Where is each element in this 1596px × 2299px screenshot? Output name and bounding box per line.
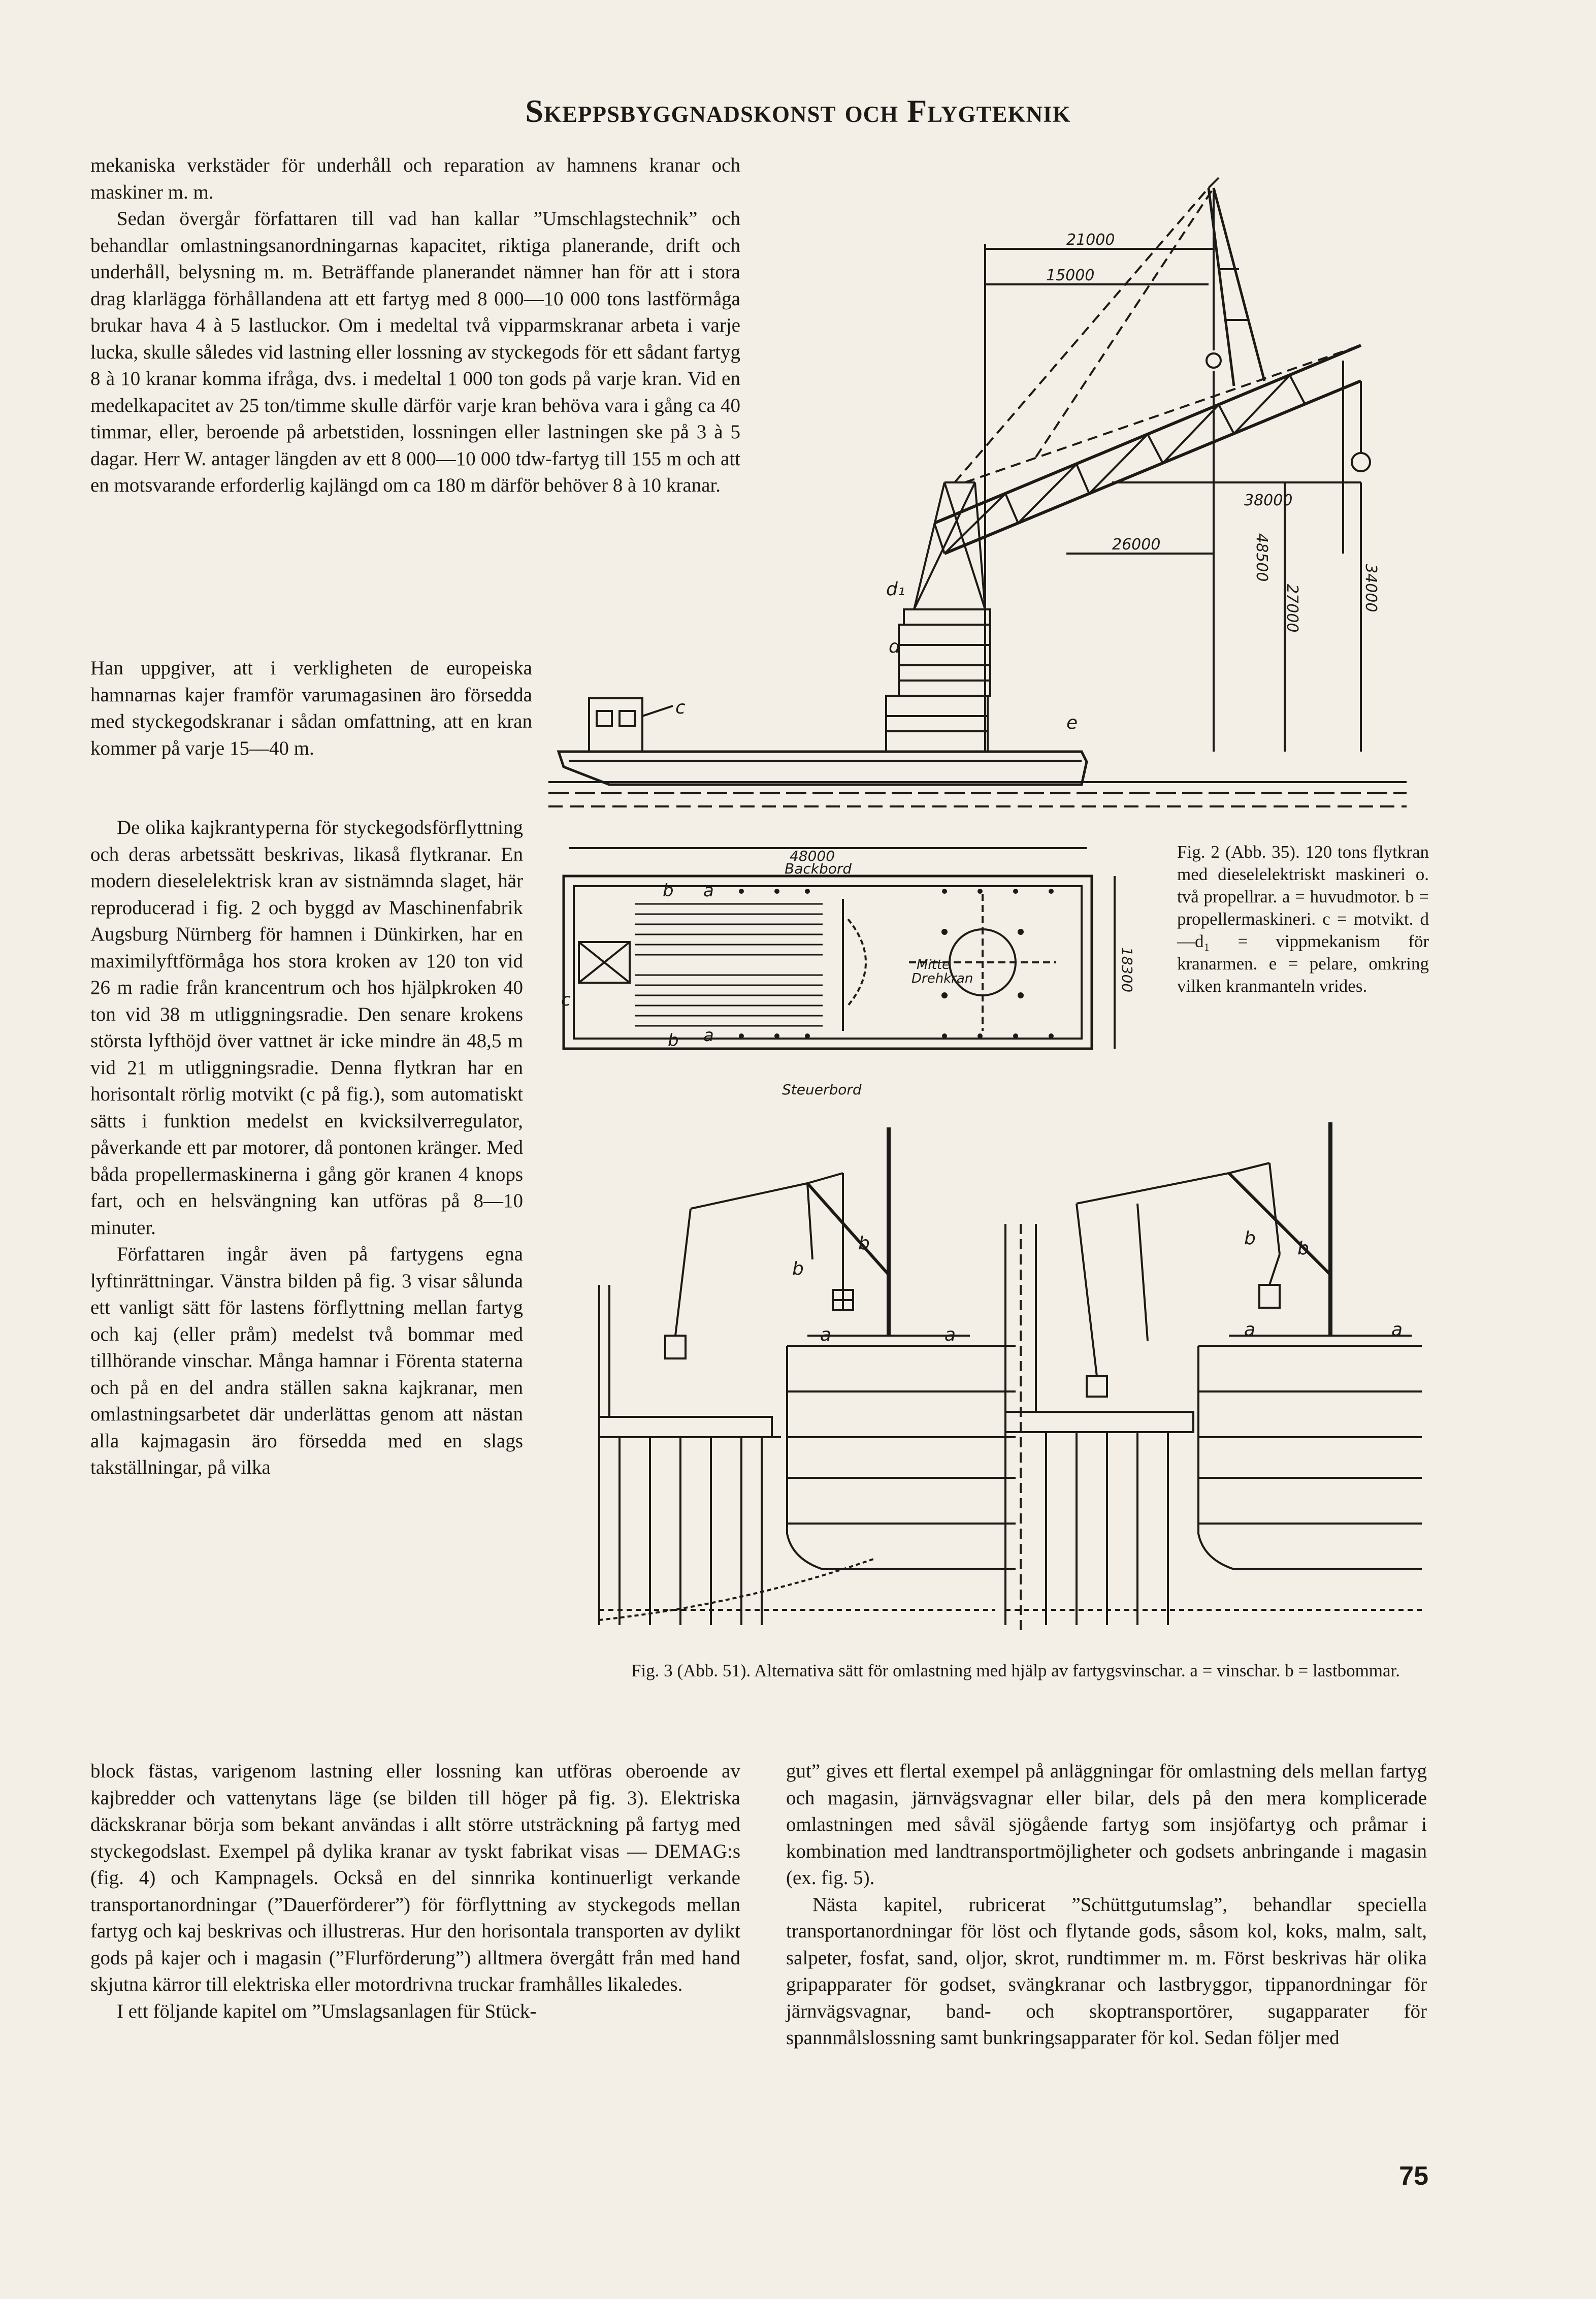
text-column-left-mid-2 [90, 815, 523, 1481]
label-a: a [703, 881, 714, 901]
label-a: a [820, 1324, 832, 1345]
dim-label: 21000 [1066, 231, 1115, 249]
dim-label: 27000 [1283, 584, 1301, 633]
figure-3-loading-methods [589, 1122, 1432, 1635]
text-column-left-mid-1 [90, 655, 532, 762]
page-header: Skeppsbyggnadskonst och Flygteknik [525, 93, 1071, 129]
page-number: 75 [1399, 2161, 1428, 2191]
text-column-left-bottom [90, 1758, 740, 2025]
label-b: b [1244, 1228, 1256, 1249]
label-d: d [889, 636, 900, 657]
label-a: a [1391, 1319, 1403, 1340]
label-a: a [944, 1324, 956, 1345]
paragraph: Han uppgiver, att i verkligheten de europeiska hamnarnas kajer framför varumagasinen äro försedda med styckegodskranar i sådan omfattning, att en kran kommer på varje 15—40 m. [90, 657, 532, 759]
paragraph: gut” gives ett flertal exempel på anläggningar för omlastning dels mellan fartyg och magasin, järnvägsvagnar eller bilar, dels på den mera komplicerade omlastningen med såväl sjögående fartyg som insjöfartyg och pråmar i kombination med landtransportmöjligheter och godsets anbringande i magasin (ex. fig. 5). [786, 1760, 1427, 1889]
label-mitte: Mitte [917, 957, 951, 973]
label-c: c [561, 990, 571, 1010]
dim-label: 18300 [1119, 947, 1135, 993]
paragraph: I ett följande kapitel om ”Umslagsanlagen für Stück- [117, 2000, 537, 2022]
dim-label: 48000 [790, 848, 835, 864]
paragraph: block fästas, varigenom lastning eller lossning kan utföras oberoende av kajbredder och vattenytans läge (se bilden till höger på fig. 3). Elektriska däckskranar börja som bekant användas i allt större utsträckning på fartyg med styckegodslast. Exempel på dylika kranar av tyskt fabrikat visas — DEMAG:s (fig. 4) och Kampnagels. Också en del sinnrika kontinuerligt verkande transportanordningar (”Dauerförderer”) för förflyttning av styckegods mellan fartyg och kaj beskrivas och illustreras. Hur den horisontala transporten av dylikt gods på kajer och i magasin (”Flurförderung”) alltmera övergått från med hand skjutna kärror till elektriska eller motordrivna truckar framhålles likaledes. [90, 1760, 740, 1995]
label-b: b [792, 1258, 804, 1279]
figure-2-caption: Fig. 2 (Abb. 35). 120 tons flytkran med dieselelektriskt maskineri o. två propellrar. a = huvudmotor. b = propellermaskineri. c = motvikt. d—d₁ = vippmekanism för kranarmen. e = pelare, omkring vilken kranmanteln vrides. [1177, 842, 1429, 996]
label-b: b [858, 1233, 870, 1254]
dim-label: 34000 [1362, 564, 1380, 612]
label-a: a [1244, 1319, 1256, 1340]
dim-label: 48500 [1253, 533, 1271, 582]
paragraph: Sedan övergår författaren till vad han kallar ”Umschlagstechnik” och behandlar omlastningsanordningarnas kapacitet, riktiga planerande, drift och underhåll, belysning m. m. Beträffande planerandet nämner han för att i stora drag klarlägga förhållandena att ett fartyg med 8 000—10 000 tons lastförmåga brukar hava 4 à 5 lastluckor. Om i medeltal två vipparmskranar arbeta i varje lucka, skulle således vid lastning eller lossning av styckegods för ett sådant fartyg 8 à 10 kranar komma ifråga, dvs. i medeltal 1 000 ton gods på varje kran. Vid en medelkapacitet av 25 ton/timme skulle därför varje kran behöva vara i gång ca 40 timmar, eller, beroende på arbetstiden, lossningen eller lastningen ske på 3 à 5 dagar. Herr W. antager längden av ett 8 000—10 000 tdw-fartyg till 155 m och att en motsvarande erforderlig kajlängd om ca 180 m därför behöver 8 à 10 kranar. [90, 208, 740, 496]
label-b: b [663, 881, 674, 901]
label-backbord: Backbord [785, 860, 852, 877]
label-a: a [703, 1025, 714, 1046]
figure-3-caption: Fig. 3 (Abb. 51). Alternativa sätt för omlastning med hjälp av fartygsvinschar. a = vinschar. b = lastbommar. [631, 1661, 1400, 1680]
label-e: e [1066, 713, 1078, 733]
dim-label: 26000 [1112, 536, 1161, 554]
label-b: b [668, 1030, 679, 1051]
label-c: c [675, 697, 686, 718]
text-column-right-bottom [786, 1758, 1427, 2052]
paragraph: mekaniska verkstäder för underhåll och reparation av hamnens kranar och maskiner m. m. [90, 154, 740, 203]
paragraph: Nästa kapitel, rubricerat ”Schüttgutumslag”, behandlar speciella transportanordningar för löst och flytande gods, såsom kol, koks, malm, salt, salpeter, fosfat, sand, oljor, skrot, rundtimmer m. m. Först beskrivas här olika gripapparater för godset, svängkranar och lastbryggor, tippanordningar för järnvägsvagnar, band- och skoptransportörer, sugapparater för spannmålslossning samt bunkringsapparater för kol. Sedan följer med [786, 1893, 1427, 2049]
paragraph: Författaren ingår även på fartygens egna lyftinrättningar. Vänstra bilden på fig. 3 visar sålunda ett vanligt sätt för lastens förflyttning mellan fartyg och kaj (eller pråm) medelst två bommar med tillhörande vinschar. Många hamnar i Förenta staterna och på en del andra ställen sakna kajkranar, men omlastningsarbetet där underlättas genom att nästan alla kajmagasin äro försedda med en slags takställningar, på vilka [90, 1243, 523, 1478]
paragraph: De olika kajkrantyperna för styckegodsförflyttning och deras arbetssätt beskrivas, likaså flytkranar. En modern dieselelektrisk kran av sistnämnda slaget, här reproducerad i fig. 2 och byggd av Maschinenfabrik Augsburg Nürnberg för hamnen i Dünkirken, har en maximilyftförmåga hos stora kroken av 120 ton vid 26 m radie från krancentrum och hos hjälpkroken 40 ton vid 38 m utliggningsradie. Den senare krokens största lyfthöjd över vattnet är icke mindre än 48,5 m vid 21 m utliggningsradie. Denna flytkran har en horisontalt rörlig motvikt (c på fig.), som automatiskt sätts i funktion medelst en kvicksilverregulator, påverkande ett par motorer, då pontonen kränger. Med båda propellermaskinerna i gång gör kranen 4 knops fart, och en helsvängning kan utföras på 8—10 minuter. [90, 817, 523, 1239]
figure-2-crane-elevation [548, 168, 1412, 828]
dim-label: 15000 [1046, 267, 1095, 284]
label-d1: d₁ [886, 579, 905, 600]
label-drehkran: Drehkran [911, 971, 973, 986]
label-steuerbord: Steuerbord [782, 1081, 862, 1098]
figure-2-pontoon-plan [559, 838, 1148, 1102]
dim-label: 38000 [1244, 492, 1293, 509]
label-b: b [1297, 1238, 1309, 1259]
